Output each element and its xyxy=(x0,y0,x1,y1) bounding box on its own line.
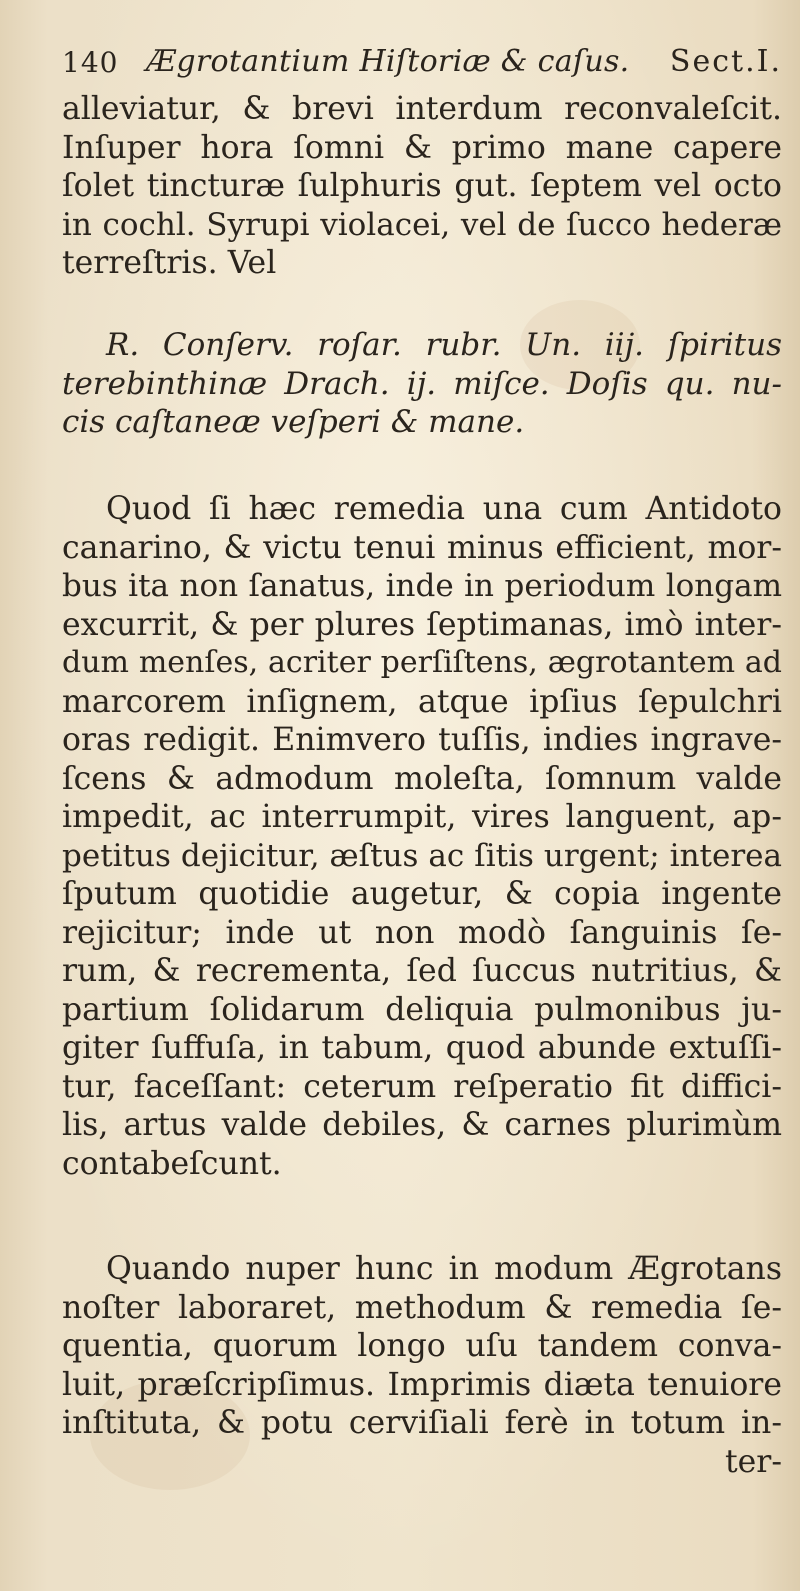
recipe-line: R. Conſerv. roſar. rubr. Un. iij. ſpiritus xyxy=(106,327,782,363)
text-line: excurrit, & per plures ſeptimanas, imò inter- xyxy=(62,606,782,643)
text-line: alleviatur, & brevi interdum reconvaleſcit. xyxy=(62,91,782,127)
text-line: ſolet tincturæ ſulphuris gut. ſeptem vel octo xyxy=(62,168,782,204)
text-line: oras redigit. Enimvero tuſſis, indies ingrave- xyxy=(62,722,782,758)
text-line: canarino, & victu tenui minus efficient, mor- xyxy=(62,529,782,566)
text-line: petitus dejicitur, æſtus ac ſitis urgent; interea xyxy=(62,837,782,874)
paragraph-3 xyxy=(62,1250,782,1481)
text-line: luit, præſcripſimus. Imprimis diæta tenuiore xyxy=(62,1366,782,1403)
text-line: terreſtris. Vel xyxy=(62,245,277,281)
text-line: impedit, ac interrumpit, vires languent, ap- xyxy=(62,799,782,835)
text-line: Quando nuper hunc in modum Ægrotans xyxy=(106,1251,782,1287)
text-line: rum, & recrementa, ſed ſuccus nutritius, & xyxy=(62,953,782,989)
text-line: Inſuper hora ſomni & primo mane capere xyxy=(62,129,782,166)
recipe xyxy=(62,326,782,442)
text-line: quentia, quorum longo uſu tandem conva- xyxy=(62,1328,782,1364)
text-line: lis, artus valde debiles, & carnes plurimùm xyxy=(62,1107,782,1143)
text-line: contabeſcunt. xyxy=(62,1145,282,1182)
text-line: noſter laboraret, methodum & remedia ſe- xyxy=(62,1289,782,1326)
running-header xyxy=(62,40,782,86)
text-line: giter ſuffuſa, in tabum, quod abunde extuſſi- xyxy=(62,1030,782,1066)
text-line: rejicitur; inde ut non modò ſanguinis ſe- xyxy=(62,914,782,951)
section-mark: Sect.I. xyxy=(669,44,782,79)
text-line: Quod ſi hæc remedia una cum Antidoto xyxy=(106,491,782,527)
text-line: in cochl. Syrupi violacei, vel de ſucco hederæ xyxy=(62,206,782,243)
text-line: ſcens & admodum moleſta, ſomnum valde xyxy=(62,760,782,797)
paragraph-2 xyxy=(62,490,782,1183)
page-number: 140 xyxy=(62,46,119,79)
text-line: dum menſes, acriter perſiſtens, ægrotantem ad xyxy=(62,645,782,680)
recipe-line: terebinthinæ Drach. ij. miſce. Doſis qu. nu- xyxy=(62,365,782,402)
paragraph-1 xyxy=(62,90,782,283)
running-title: Ægrotantium Hiſtoriæ & caſus. xyxy=(146,44,630,79)
text-line: marcorem inſignem, atque ipſius ſepulchri xyxy=(62,683,782,720)
text-line: partium ſolidarum deliquia pulmonibus ju- xyxy=(62,991,782,1028)
text-line: bus ita non ſanatus, inde in periodum longam xyxy=(62,568,782,604)
text-line: tur, faceſſant: ceterum reſperatio fit diffici- xyxy=(62,1068,782,1105)
text-line: ſputum quotidie augetur, & copia ingente xyxy=(62,876,782,912)
recipe-line: cis caſtaneæ veſperi & mane. xyxy=(62,404,525,440)
catchword: ter- xyxy=(724,1443,782,1480)
text-line: inſtituta, & potu cerviſiali ferè in totum in- xyxy=(62,1405,782,1441)
